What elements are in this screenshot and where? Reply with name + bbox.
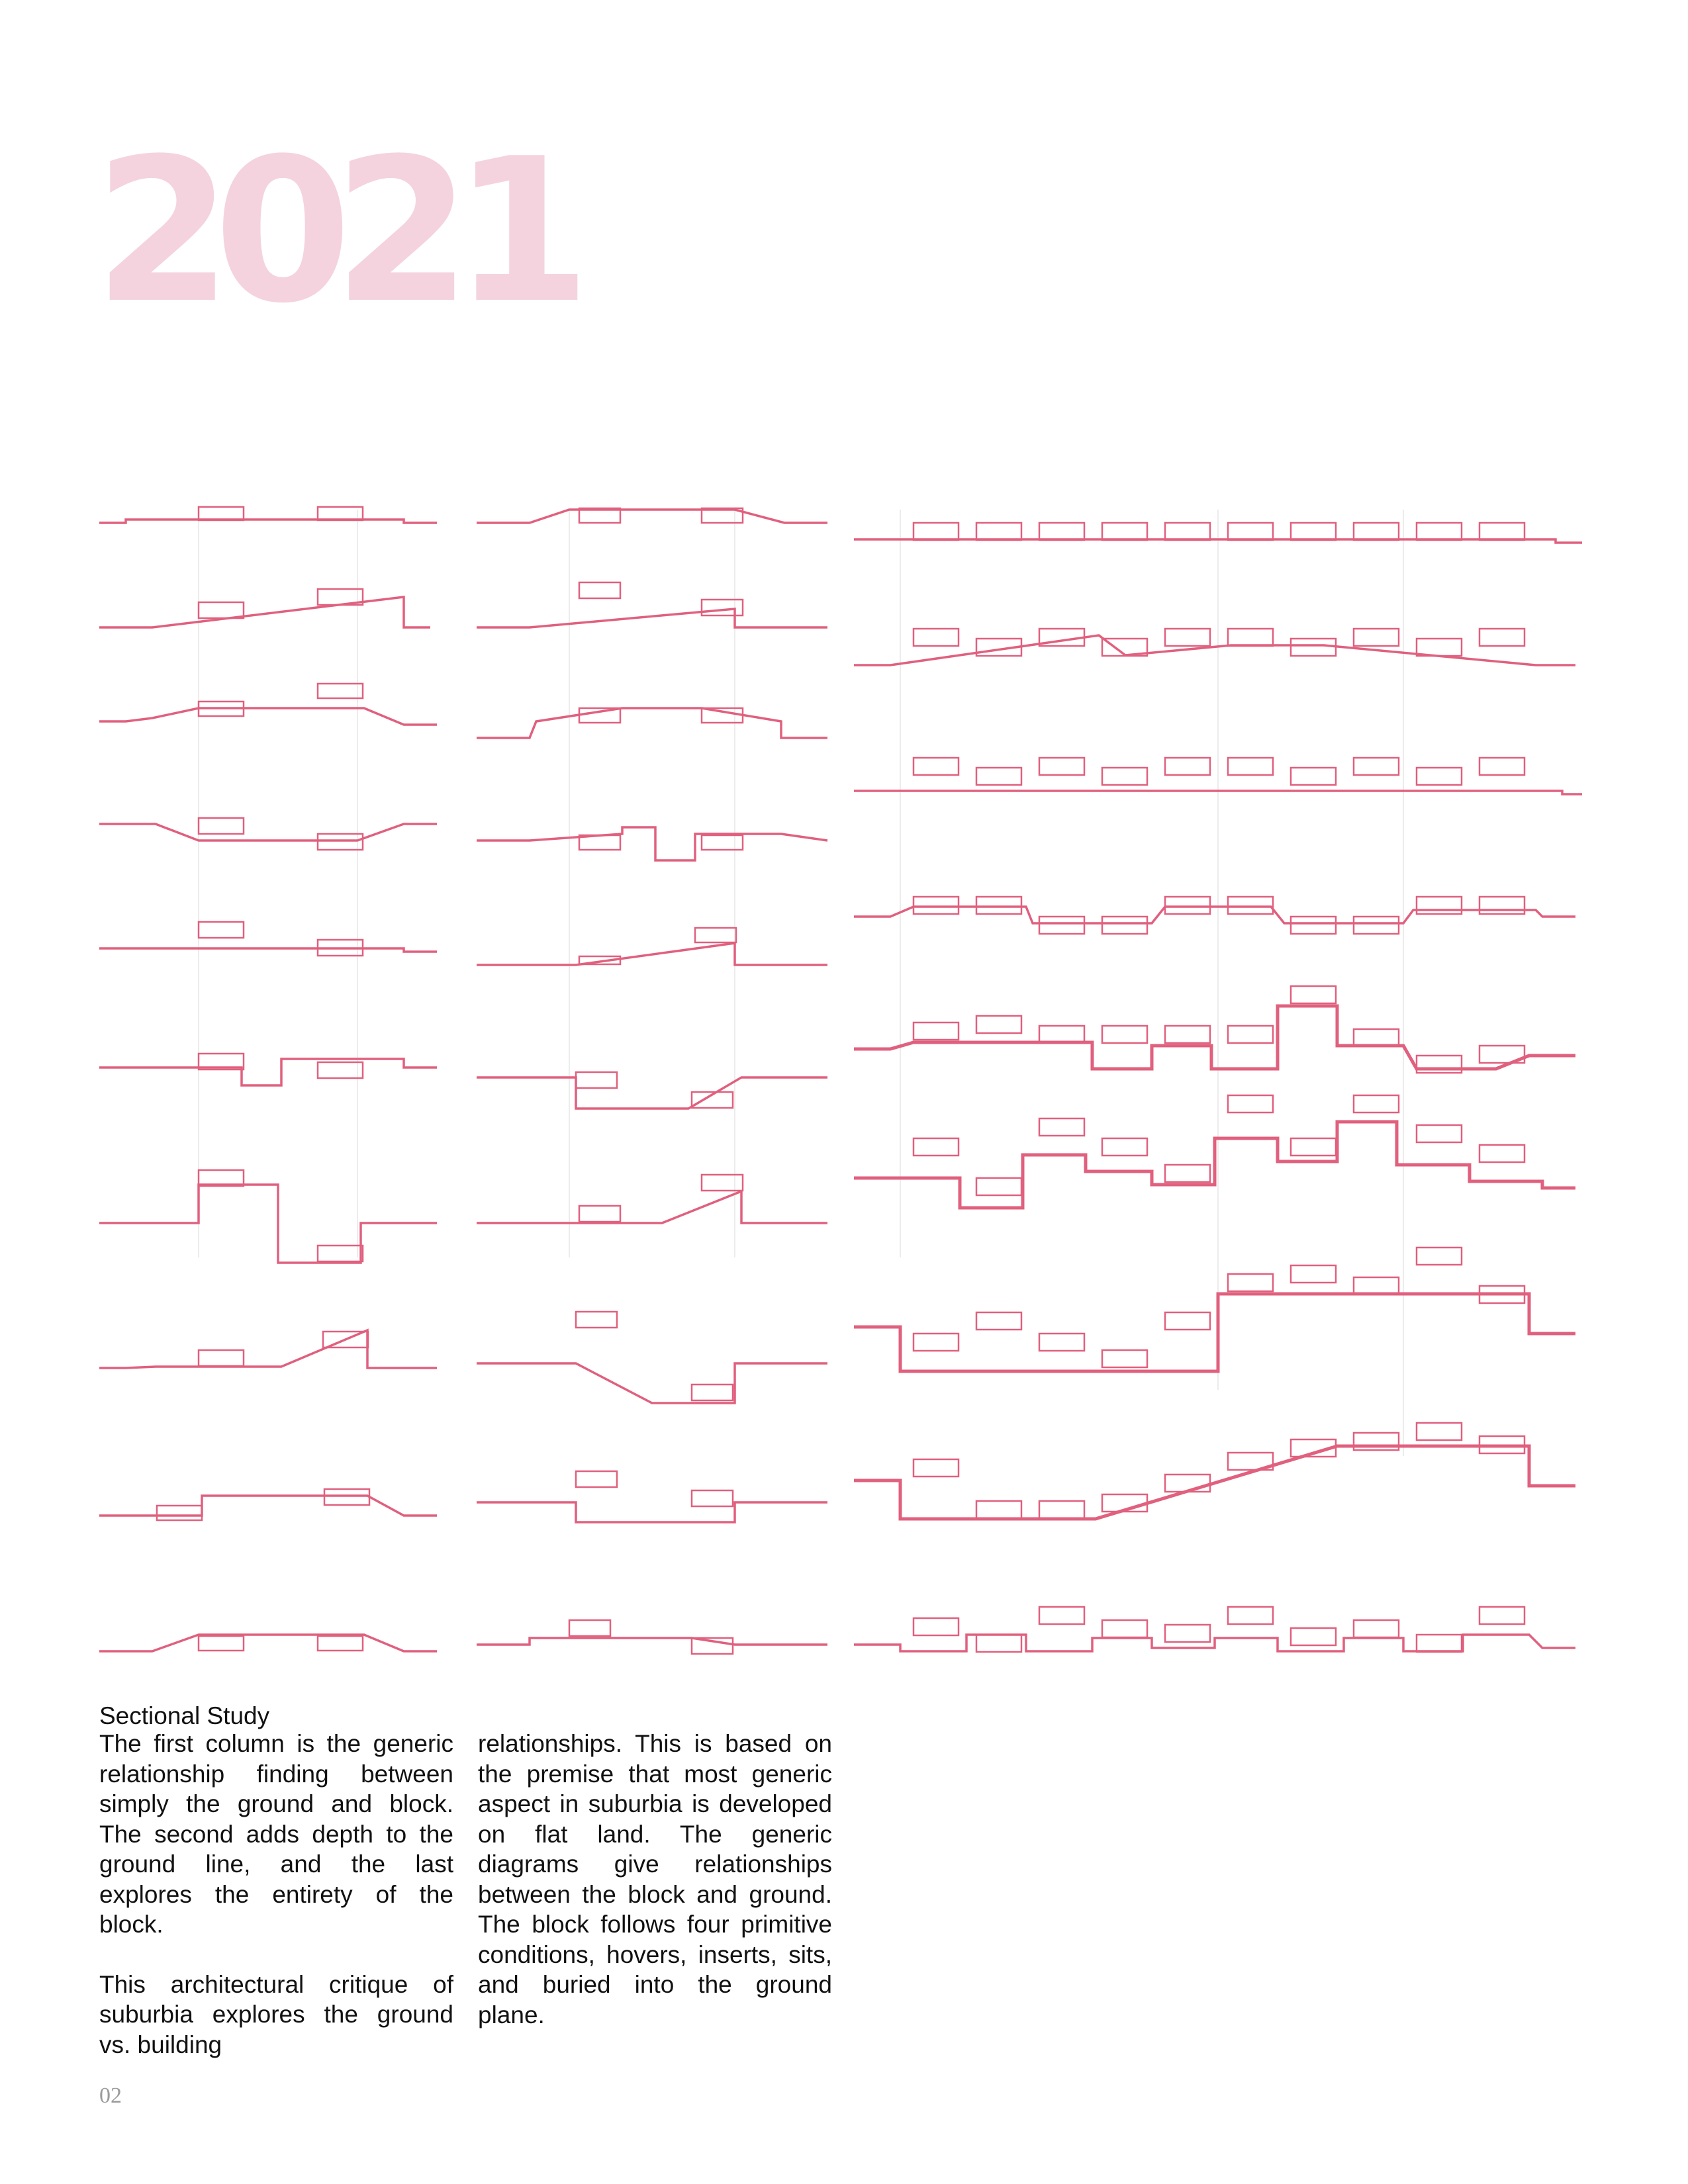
block-outline [1417, 897, 1462, 914]
block-outline [976, 1501, 1021, 1518]
block-outline [318, 834, 363, 850]
ground-line [477, 827, 827, 860]
block-outline [1479, 758, 1524, 775]
block-outline [1291, 639, 1336, 656]
ground-line [477, 1077, 827, 1109]
block-outline [702, 835, 743, 850]
block-outline [1228, 758, 1273, 775]
block-outline [1291, 986, 1336, 1003]
block-outline [1417, 1248, 1462, 1265]
block-outline [1479, 1607, 1524, 1624]
block-outline [199, 1350, 244, 1366]
block-outline [1479, 629, 1524, 646]
block-outline [1354, 1095, 1399, 1113]
block-outline [1165, 897, 1210, 914]
block-outline [1354, 1029, 1399, 1046]
block-outline [914, 629, 959, 646]
ground-line [477, 510, 827, 523]
ground-line [99, 948, 437, 952]
body-text-column-2 [478, 1729, 832, 2030]
block-outline [157, 1506, 202, 1520]
block-outline [1039, 758, 1084, 775]
block-outline [1417, 1423, 1462, 1440]
block-outline [1165, 1475, 1210, 1492]
ground-line [477, 1363, 827, 1403]
block-outline [914, 1334, 959, 1351]
ground-line [477, 609, 827, 627]
block-outline [692, 1490, 733, 1506]
block-outline [1039, 523, 1084, 540]
block-outline [1102, 1138, 1147, 1156]
block-outline [318, 1636, 363, 1651]
block-outline [579, 1206, 620, 1222]
block-outline [702, 600, 743, 615]
block-outline [318, 1062, 363, 1078]
block-outline [692, 1385, 733, 1400]
ground-line [99, 597, 430, 627]
block-outline [1039, 917, 1084, 934]
block-outline [1354, 523, 1399, 540]
block-outline [1102, 1350, 1147, 1367]
block-outline [976, 1178, 1021, 1195]
block-outline [199, 818, 244, 834]
section-heading: Sectional Study [99, 1702, 270, 1729]
ground-line [99, 1496, 437, 1516]
block-outline [976, 1635, 1021, 1652]
block-outline [695, 928, 736, 942]
block-outline [1165, 523, 1210, 540]
block-outline [1165, 1312, 1210, 1330]
page-number: 02 [99, 2083, 122, 2108]
block-outline [199, 507, 244, 520]
block-outline [914, 523, 959, 540]
block-outline [1354, 1620, 1399, 1637]
body-paragraph: The first column is the generic relationship finding between simply the ground and block. The second adds depth to the ground line, and the last explores the entirety of the block. [99, 1730, 453, 1938]
block-outline [318, 507, 363, 520]
block-outline [199, 922, 244, 938]
ground-line [854, 1006, 1575, 1069]
block-outline [576, 1072, 617, 1088]
block-outline [1354, 917, 1399, 934]
block-outline [1228, 523, 1273, 540]
block-outline [914, 1138, 959, 1156]
block-outline [318, 684, 363, 698]
block-outline [1479, 897, 1524, 914]
block-outline [1417, 1125, 1462, 1142]
ground-line [99, 1185, 437, 1263]
block-outline [976, 1312, 1021, 1330]
block-outline [1228, 629, 1273, 646]
block-outline [914, 1618, 959, 1635]
block-outline [1291, 768, 1336, 785]
body-paragraph: relationships. This is based on the premise that most generic aspect in suburbia is developed on flat land. The generic diagrams give relationships between the block and ground. The block follows four primitive conditions, hovers, inserts, sits, and buried into the ground plane. [478, 1730, 832, 2028]
block-outline [976, 523, 1021, 540]
ground-line [99, 1330, 437, 1368]
block-outline [324, 1489, 369, 1505]
block-outline [914, 897, 959, 914]
block-outline [1039, 1334, 1084, 1351]
block-outline [1102, 1620, 1147, 1637]
block-outline [1228, 1026, 1273, 1043]
block-outline [1291, 1628, 1336, 1645]
block-outline [1165, 629, 1210, 646]
block-outline [1479, 1145, 1524, 1162]
block-outline [1354, 758, 1399, 775]
block-outline [1417, 523, 1462, 540]
block-outline [1291, 523, 1336, 540]
ground-line [99, 708, 437, 725]
ground-line [854, 1122, 1575, 1208]
block-outline [318, 1246, 363, 1261]
body-text-column-1 [99, 1729, 453, 2060]
block-outline [1039, 1118, 1084, 1136]
ground-line [477, 1502, 827, 1522]
ground-line [477, 1638, 827, 1645]
block-outline [1102, 523, 1147, 540]
block-outline [1039, 1026, 1084, 1043]
block-outline [1228, 897, 1273, 914]
block-outline [199, 602, 244, 618]
block-outline [1417, 768, 1462, 785]
block-outline [1102, 1026, 1147, 1043]
block-outline [1165, 1625, 1210, 1642]
block-outline [976, 897, 1021, 914]
ground-line [854, 635, 1575, 665]
block-outline [914, 1459, 959, 1477]
block-outline [1417, 1635, 1462, 1652]
ground-line [99, 824, 437, 841]
block-outline [1417, 639, 1462, 656]
block-outline [1102, 768, 1147, 785]
ground-line [99, 1635, 437, 1651]
block-outline [976, 1016, 1021, 1033]
block-outline [1228, 1607, 1273, 1624]
ground-line [99, 1059, 437, 1085]
block-outline [702, 1175, 743, 1191]
block-outline [914, 758, 959, 775]
ground-line [477, 943, 827, 965]
block-outline [976, 768, 1021, 785]
block-outline [1479, 523, 1524, 540]
block-outline [1165, 1165, 1210, 1182]
year-title: 2021 [94, 116, 573, 347]
block-outline [1039, 1607, 1084, 1624]
block-outline [576, 1312, 617, 1328]
block-outline [1291, 917, 1336, 934]
block-outline [914, 1023, 959, 1040]
block-outline [1228, 1274, 1273, 1291]
block-outline [1102, 917, 1147, 934]
ground-line [99, 520, 437, 523]
block-outline [569, 1620, 610, 1636]
block-outline [576, 1471, 617, 1487]
block-outline [199, 1636, 244, 1651]
ground-line [854, 1446, 1575, 1519]
block-outline [579, 582, 620, 598]
block-outline [1354, 1277, 1399, 1295]
block-outline [1228, 1095, 1273, 1113]
block-outline [1039, 1501, 1084, 1518]
block-outline [1291, 1138, 1336, 1156]
ground-line [854, 1294, 1575, 1371]
ground-line [854, 907, 1575, 923]
ground-line [477, 708, 827, 738]
block-outline [1291, 1265, 1336, 1283]
block-outline [1165, 758, 1210, 775]
ground-line [477, 1191, 827, 1223]
block-outline [1354, 629, 1399, 646]
ground-line [854, 1635, 1575, 1651]
body-paragraph: This architectural critique of suburbia explores the ground vs. building [99, 1970, 453, 2058]
block-outline [1165, 1026, 1210, 1043]
